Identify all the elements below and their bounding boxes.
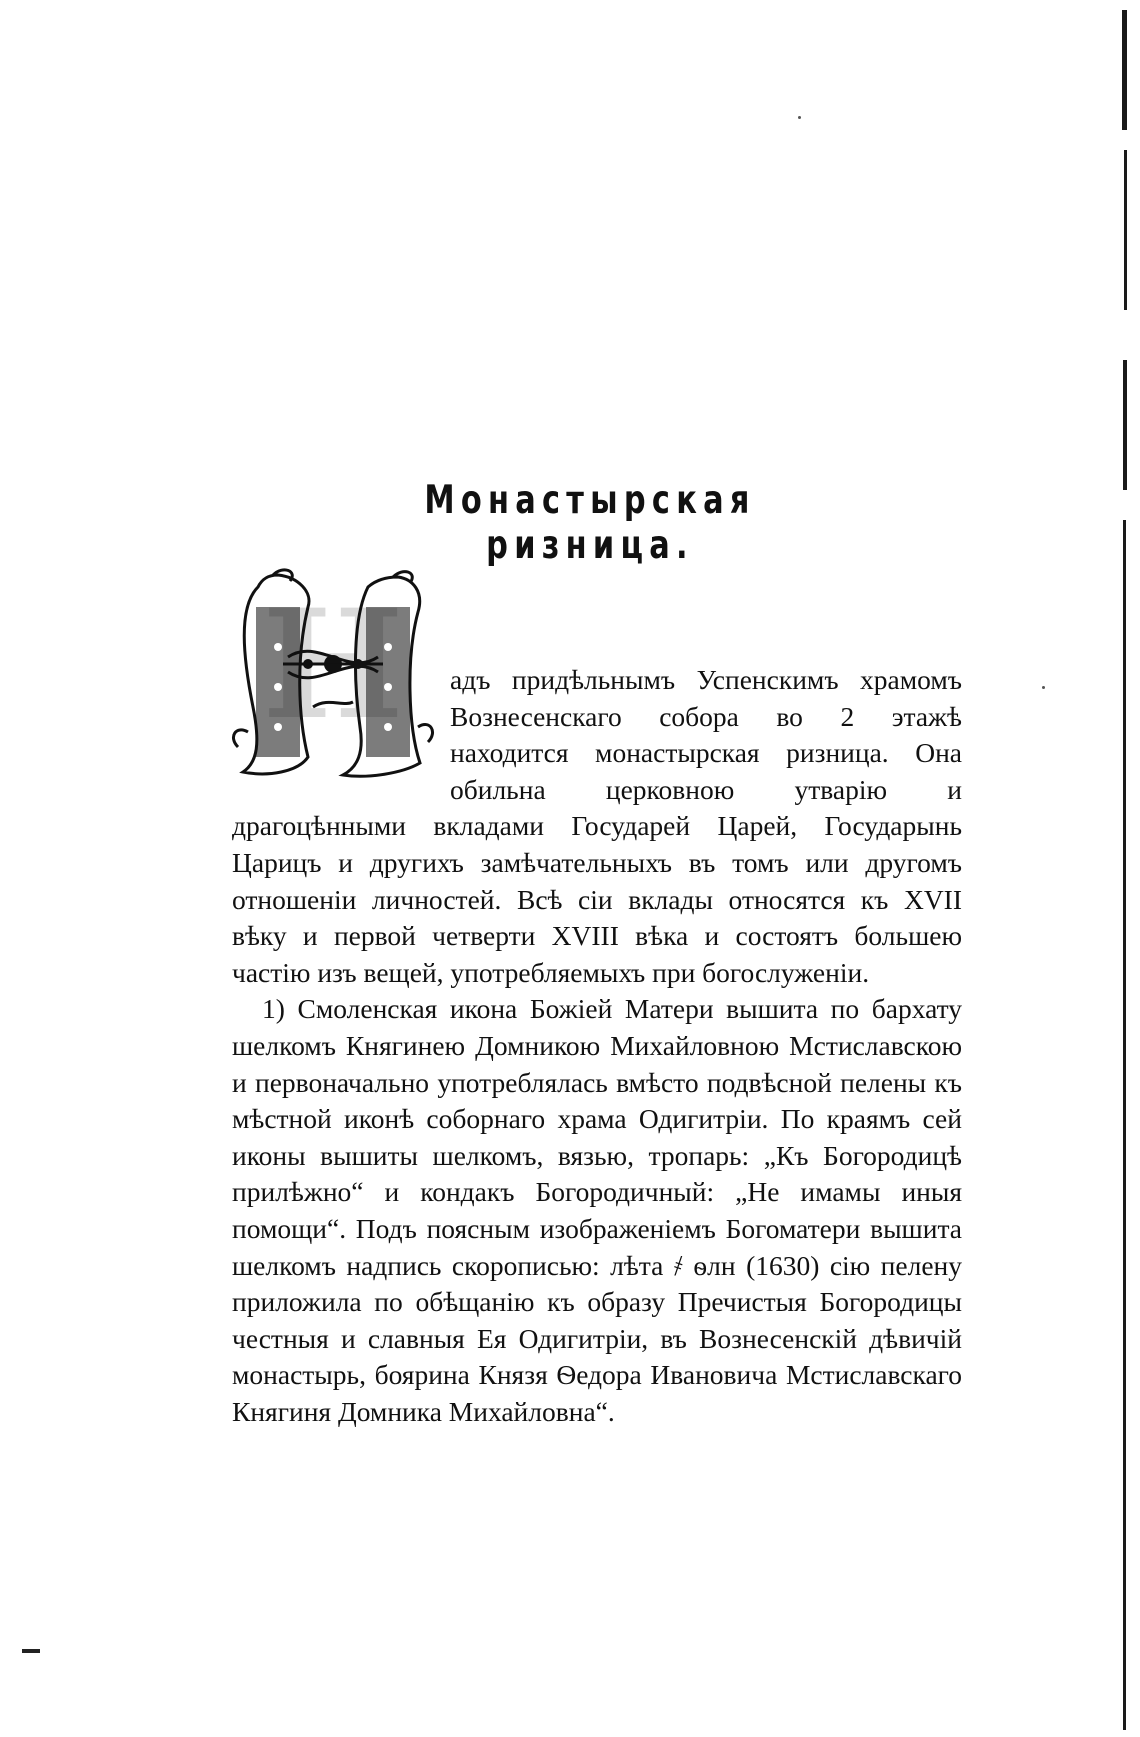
ornamental-initial-icon: [228, 567, 438, 787]
body-text: [232, 577, 962, 1430]
page-title: Монастырская ризница.: [424, 478, 756, 568]
svg-text:Н: Н: [262, 577, 404, 753]
page-edge-mark: [1123, 520, 1126, 1730]
scan-speck: [798, 116, 801, 119]
page-edge-mark: [1122, 10, 1127, 130]
page-edge-mark: [1124, 150, 1127, 310]
paragraph-intro: адъ придѣльнымъ Успенскимъ храмомъ Вознесенскаго собора во 2 этажѣ находится монастырская ризница. Она обильна церковною утварію и драгоцѣнными вкладами Государей Царей, Государынь Царицъ и другихъ замѣчательныхъ въ томъ или другомъ отношеніи личностей. Всѣ сіи вклады относятся къ XVII вѣку и первой четверти XVIII вѣка и состоятъ большею частію изъ вещей, употребляемыхъ при богослуженіи.: [232, 664, 962, 988]
page-edge-mark: [1123, 360, 1127, 490]
scan-mark: [22, 1649, 40, 1653]
paragraph-item-1: 1) Смоленская икона Божіей Матери вышита по бархату шелкомъ Княгинею Домникою Михайловною Мстиславскою и первоначально употреблялась вмѣсто подвѣсной пелены къ мѣстной иконѣ соборнаго храма Одигитріи. По краямъ сей иконы вышиты шелкомъ, вязью, тропарь: „Къ Богородицѣ прилѣжно“ и кондакъ Богородичный: „Не имамы иныя помощи“. Подъ поясным изображеніемъ Богоматери вышита шелкомъ надпись скорописью: лѣта ҂ ѳлн (1630) сію пелену приложила по обѣщанію къ образу Пречистыя Богородицы честныя и славныя Ея Одигитріи, въ Вознесенскій дѣвичій монастырь, боярина Князя Ѳедора Ивановича Мстиславскаго Княгиня Домника Михайловна“.: [232, 993, 962, 1427]
scan-speck: [1042, 686, 1045, 689]
